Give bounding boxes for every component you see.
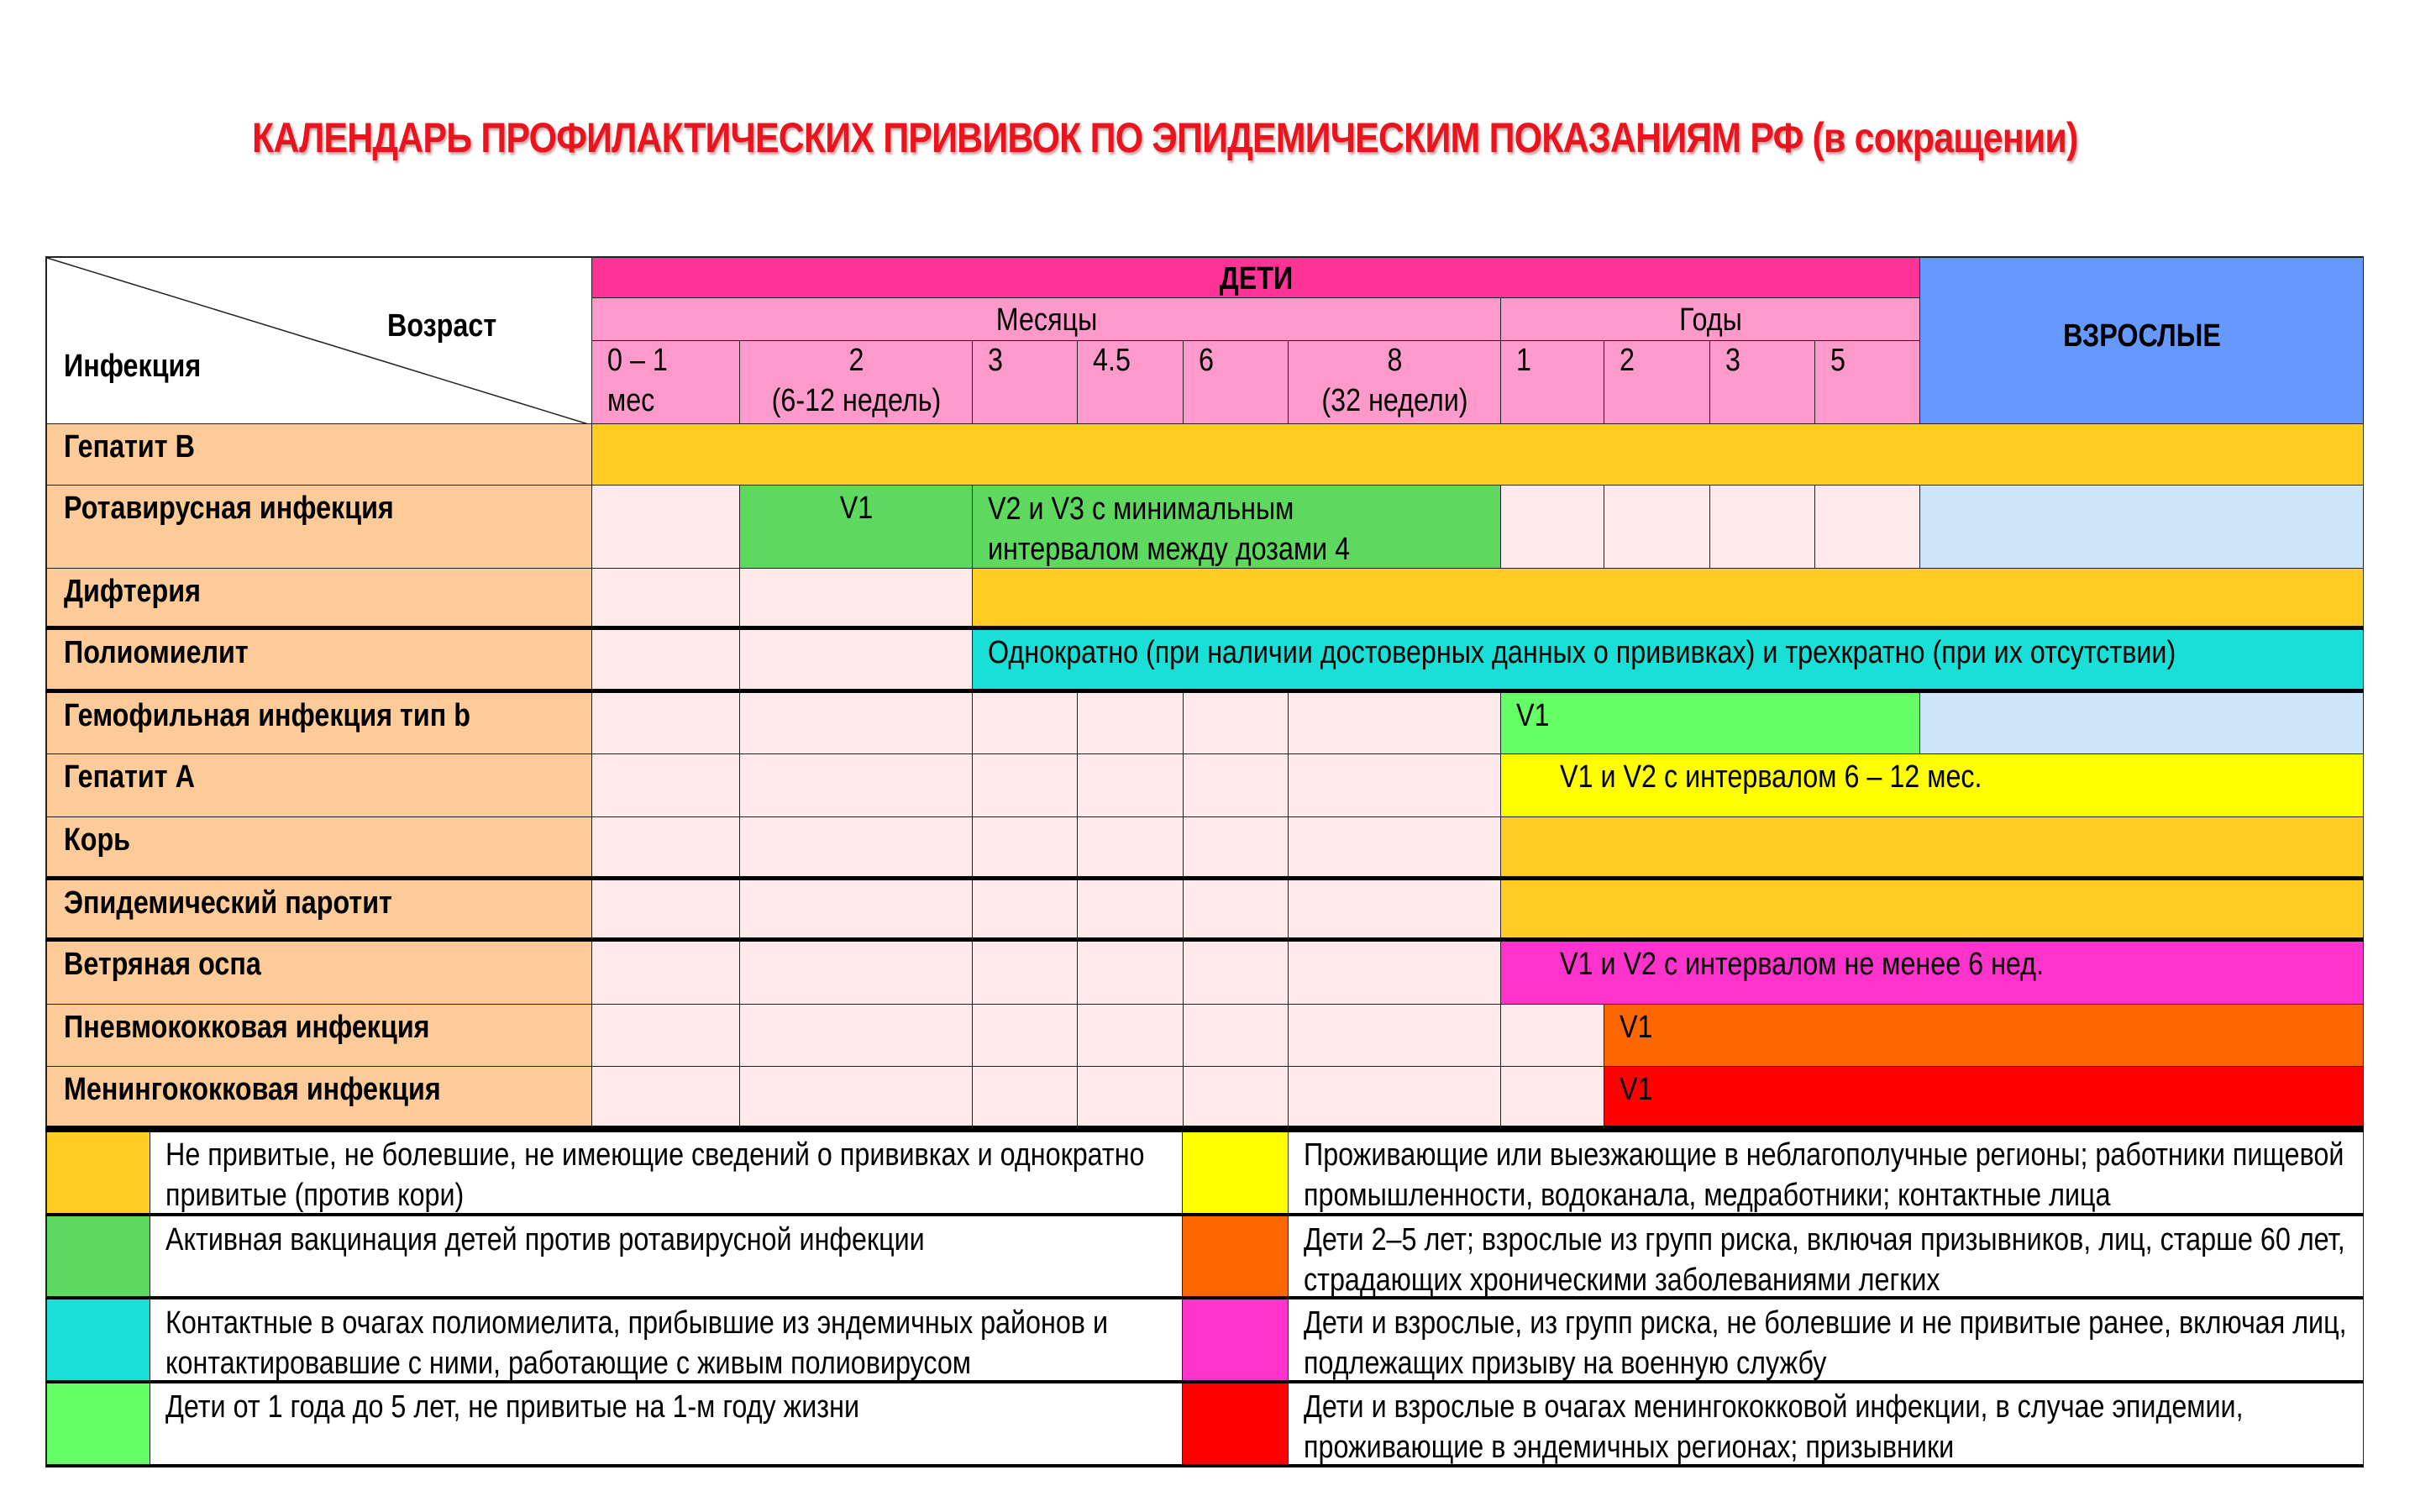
legend-text: Активная вакцинация детей против ротавирусной инфекции xyxy=(165,1222,925,1257)
empty-cell xyxy=(740,754,973,817)
schedule-segment xyxy=(592,424,2364,486)
row-name-cell xyxy=(45,693,592,754)
header-corner xyxy=(45,256,592,424)
empty-cell xyxy=(1184,942,1289,1005)
infection-name: Гепатит В xyxy=(64,429,195,465)
empty-cell xyxy=(592,486,740,569)
empty-cell xyxy=(1184,817,1289,880)
legend-text: Проживающие или выезжающие в неблагополучные регионы; работники пищевой промышленности, водоканала, медработники; контактные лица xyxy=(1304,1137,2344,1213)
months-label: Месяцы xyxy=(995,302,1098,338)
row-name-cell xyxy=(45,754,592,817)
empty-cell xyxy=(1184,1005,1289,1067)
segment-text: V1 и V2 с интервалом не менее 6 нед. xyxy=(1560,947,2044,982)
age-col-top: 3 xyxy=(1725,343,1740,378)
children-label: ДЕТИ xyxy=(1219,261,1294,297)
legend-text: Не привитые, не болевшие, не имеющие сведений о прививках и однократно привитые (против кори) xyxy=(165,1137,1145,1213)
empty-cell xyxy=(740,817,973,880)
age-col-8 xyxy=(1710,341,1815,424)
age-col-bottom: (6-12 недель) xyxy=(771,383,942,418)
segment-text: V1 xyxy=(1620,1010,1653,1045)
legend-item xyxy=(1289,1131,2364,1216)
age-col-top: 2 xyxy=(1620,343,1635,378)
infection-name: Ротавирусная инфекция xyxy=(64,491,394,526)
legend-item xyxy=(1289,1383,2364,1467)
empty-cell xyxy=(1078,1067,1184,1130)
segment-text: Однократно (при наличии достоверных данных о прививках) и трехкратно (при их отсутствии) xyxy=(988,635,2176,670)
age-col-top: 4.5 xyxy=(1093,343,1131,378)
empty-cell xyxy=(592,569,740,630)
empty-cell xyxy=(592,1067,740,1130)
empty-cell xyxy=(740,1067,973,1130)
children-header xyxy=(592,256,1920,298)
page-title: КАЛЕНДАРЬ ПРОФИЛАКТИЧЕСКИХ ПРИВИВОК ПО ЭПИДЕМИЧЕСКИМ ПОКАЗАНИЯМ РФ (в сокращении) xyxy=(252,114,2078,161)
schedule-segment xyxy=(973,569,2364,630)
legend-item xyxy=(150,1299,1183,1383)
empty-cell xyxy=(592,817,740,880)
months-header xyxy=(592,298,1501,341)
empty-cell xyxy=(1184,1067,1289,1130)
empty-cell xyxy=(1501,1067,1604,1130)
legend-item xyxy=(1289,1216,2364,1299)
row-name-cell xyxy=(45,1005,592,1067)
years-label: Годы xyxy=(1679,302,1742,338)
infection-name: Гемофильная инфекция тип b xyxy=(64,698,470,733)
empty-cell xyxy=(1289,1005,1501,1067)
empty-cell xyxy=(1184,880,1289,942)
legend-text: Дети и взрослые, из групп риска, не болевшие и не привитые ранее, включая лиц, подлежащих призыву на военную службу xyxy=(1304,1305,2347,1381)
legend-swatch xyxy=(45,1131,150,1216)
adults-label: ВЗРОСЛЫЕ xyxy=(2063,318,2221,354)
empty-cell xyxy=(740,942,973,1005)
age-col-6 xyxy=(1501,341,1604,424)
empty-cell xyxy=(1078,693,1184,754)
empty-cell xyxy=(973,754,1078,817)
legend-swatch xyxy=(1183,1299,1289,1383)
schedule-segment xyxy=(1920,693,2364,754)
empty-cell xyxy=(740,693,973,754)
infection-name: Пневмококковая инфекция xyxy=(64,1010,430,1045)
infection-name: Дифтерия xyxy=(64,574,201,609)
segment-text: V2 и V3 с минимальным интервалом между дозами 4 xyxy=(988,491,1351,567)
age-col-top: 2 xyxy=(848,343,864,378)
age-col-5 xyxy=(1289,341,1501,424)
empty-cell xyxy=(973,942,1078,1005)
empty-cell xyxy=(740,1005,973,1067)
schedule-segment xyxy=(973,630,2364,693)
empty-cell xyxy=(1078,817,1184,880)
legend-text: Дети 2–5 лет; взрослые из групп риска, включая призывников, лиц, старше 60 лет, страдающих хроническими заболеваниями легких xyxy=(1304,1222,2345,1298)
age-col-7 xyxy=(1604,341,1710,424)
row-name-cell xyxy=(45,424,592,486)
age-col-4 xyxy=(1184,341,1289,424)
infection-name: Эпидемический паротит xyxy=(64,885,392,921)
schedule-segment xyxy=(973,486,1501,569)
empty-cell xyxy=(1710,486,1815,569)
empty-cell xyxy=(973,817,1078,880)
empty-cell xyxy=(1078,880,1184,942)
segment-text: V1 и V2 с интервалом 6 – 12 мес. xyxy=(1560,759,1982,795)
legend-swatch xyxy=(45,1383,150,1467)
empty-cell xyxy=(740,880,973,942)
empty-cell xyxy=(973,880,1078,942)
empty-cell xyxy=(592,754,740,817)
schedule-segment xyxy=(1501,942,2364,1005)
empty-cell xyxy=(973,693,1078,754)
empty-cell xyxy=(1184,754,1289,817)
empty-cell xyxy=(592,942,740,1005)
legend-text: Дети и взрослые в очагах менингококковой инфекции, в случае эпидемии, проживающие в эндемичных регионах; призывники xyxy=(1304,1389,2244,1465)
empty-cell xyxy=(1289,693,1501,754)
infection-name: Гепатит А xyxy=(64,759,195,795)
age-col-top: 6 xyxy=(1199,343,1214,378)
empty-cell xyxy=(973,1067,1078,1130)
age-col-2 xyxy=(973,341,1078,424)
infection-name: Ветряная оспа xyxy=(64,947,261,982)
infection-name: Полиомиелит xyxy=(64,635,249,670)
segment-text: V1 xyxy=(1620,1072,1653,1107)
row-name-cell xyxy=(45,630,592,693)
empty-cell xyxy=(592,1005,740,1067)
empty-cell xyxy=(592,630,740,693)
schedule-segment xyxy=(740,486,973,569)
empty-cell xyxy=(1289,817,1501,880)
empty-cell xyxy=(1078,754,1184,817)
empty-cell xyxy=(1289,880,1501,942)
age-col-bottom: мес xyxy=(607,383,655,418)
legend-text: Дети от 1 года до 5 лет, не привитые на 1-м году жизни xyxy=(165,1389,860,1425)
empty-cell xyxy=(1184,693,1289,754)
schedule-segment xyxy=(1920,486,2364,569)
empty-cell xyxy=(1501,486,1604,569)
empty-cell xyxy=(740,630,973,693)
adults-header xyxy=(1920,256,2364,424)
age-col-1 xyxy=(740,341,973,424)
empty-cell xyxy=(1078,942,1184,1005)
segment-text: V1 xyxy=(1516,698,1550,733)
age-col-bottom: (32 недели) xyxy=(1321,383,1468,418)
row-name-cell xyxy=(45,817,592,880)
empty-cell xyxy=(592,693,740,754)
legend-swatch xyxy=(45,1299,150,1383)
legend-text: Контактные в очагах полиомиелита, прибывшие из эндемичных районов и контактировавшие с ними, работающие с живым полиовирусом xyxy=(165,1305,1108,1381)
empty-cell xyxy=(1604,486,1710,569)
infection-label: Инфекция xyxy=(64,349,202,384)
empty-cell xyxy=(592,880,740,942)
schedule-segment xyxy=(1501,754,2364,817)
infection-name: Менингококковая инфекция xyxy=(64,1072,441,1107)
row-name-cell xyxy=(45,942,592,1005)
age-col-top: 0 – 1 xyxy=(607,343,668,378)
legend-item xyxy=(150,1383,1183,1467)
segment-text: V1 xyxy=(839,491,874,526)
schedule-segment xyxy=(1604,1005,2364,1067)
schedule-segment xyxy=(1501,817,2364,880)
age-col-top: 5 xyxy=(1830,343,1845,378)
schedule-segment xyxy=(1604,1067,2364,1130)
empty-cell xyxy=(1289,754,1501,817)
empty-cell xyxy=(1501,1005,1604,1067)
age-col-9 xyxy=(1815,341,1920,424)
empty-cell xyxy=(1078,1005,1184,1067)
legend-swatch xyxy=(45,1216,150,1299)
row-name-cell xyxy=(45,569,592,630)
schedule-segment xyxy=(1501,693,1920,754)
legend-swatch xyxy=(1183,1383,1289,1467)
legend-item xyxy=(1289,1299,2364,1383)
age-col-top: 8 xyxy=(1387,343,1403,378)
row-name-cell xyxy=(45,1067,592,1130)
age-col-0 xyxy=(592,341,740,424)
infection-name: Корь xyxy=(64,822,131,858)
empty-cell xyxy=(1289,1067,1501,1130)
legend-item xyxy=(150,1131,1183,1216)
schedule-segment xyxy=(1501,880,2364,942)
diagonal-divider xyxy=(47,258,594,426)
age-col-top: 1 xyxy=(1516,343,1531,378)
legend-swatch xyxy=(1183,1216,1289,1299)
legend-swatch xyxy=(1183,1131,1289,1216)
age-col-top: 3 xyxy=(988,343,1003,378)
years-header xyxy=(1501,298,1920,341)
empty-cell xyxy=(740,569,973,630)
age-label: Возраст xyxy=(387,308,497,344)
row-name-cell xyxy=(45,880,592,942)
empty-cell xyxy=(1289,942,1501,1005)
empty-cell xyxy=(973,1005,1078,1067)
row-name-cell xyxy=(45,486,592,569)
age-col-3 xyxy=(1078,341,1184,424)
empty-cell xyxy=(1815,486,1920,569)
legend-item xyxy=(150,1216,1183,1299)
legend-top-border xyxy=(45,1128,2364,1132)
